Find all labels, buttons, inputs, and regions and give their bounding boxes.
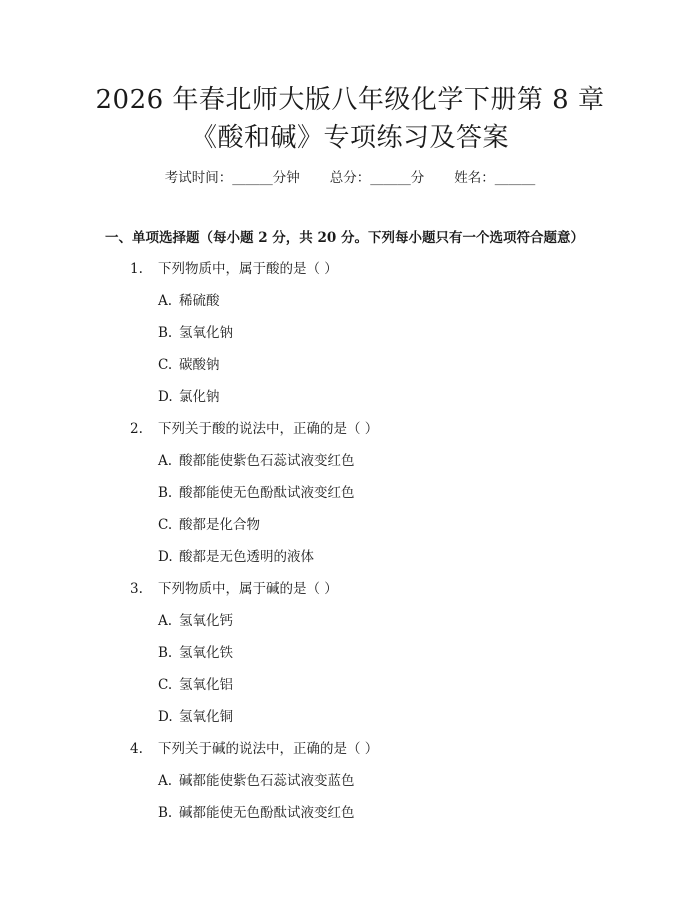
option-letter: D. [158, 389, 173, 405]
option-text: 酸都是化合物 [179, 517, 260, 533]
question-3-option-a [158, 612, 233, 630]
question-4-option-b [158, 804, 355, 822]
document-title-line-2: 《酸和碱》专项练习及答案 [190, 123, 509, 153]
question-number: 2. [130, 421, 143, 437]
document-title-line-1: 2026 年春北师大版八年级化学下册第 8 章 [95, 85, 605, 115]
option-text: 氢氧化钙 [179, 613, 233, 629]
option-letter: A. [158, 613, 173, 629]
option-text: 氯化钠 [179, 389, 220, 405]
option-text: 氢氧化钠 [179, 325, 233, 341]
student-name-field: 姓名：______ [454, 170, 536, 186]
question-text: 下列物质中，属于碱的是（ ） [158, 581, 338, 597]
option-text: 酸都是无色透明的液体 [179, 549, 314, 565]
option-text: 酸都能使紫色石蕊试液变红色 [179, 453, 355, 469]
question-3-option-d [158, 708, 233, 726]
question-3 [130, 580, 338, 598]
question-1 [130, 260, 338, 278]
option-letter: A. [158, 453, 173, 469]
option-letter: A. [158, 773, 173, 789]
question-text: 下列物质中，属于酸的是（ ） [158, 261, 338, 277]
question-2-option-c [158, 516, 260, 534]
question-1-option-c [158, 356, 220, 374]
option-letter: C. [158, 677, 173, 693]
option-text: 氢氧化铜 [179, 709, 233, 725]
question-2-option-d [158, 548, 314, 566]
question-text: 下列关于碱的说法中，正确的是（ ） [158, 741, 379, 757]
option-text: 碳酸钠 [179, 357, 220, 373]
option-text: 碱都能使无色酚酞试液变红色 [179, 805, 355, 821]
question-2-option-b [158, 484, 355, 502]
question-text: 下列关于酸的说法中，正确的是（ ） [158, 421, 379, 437]
question-3-option-b [158, 644, 233, 662]
option-text: 稀硫酸 [179, 293, 220, 309]
question-1-option-d [158, 388, 220, 406]
question-2 [130, 420, 378, 438]
total-score-field: 总分：______分 [329, 170, 425, 186]
question-2-option-a [158, 452, 355, 470]
option-text: 氢氧化铁 [179, 645, 233, 661]
option-letter: C. [158, 357, 173, 373]
exam-info-line [0, 169, 700, 187]
option-letter: C. [158, 517, 173, 533]
option-letter: B. [158, 325, 173, 341]
option-letter: B. [158, 645, 173, 661]
question-4 [130, 740, 378, 758]
question-number: 3. [130, 581, 143, 597]
option-letter: D. [158, 549, 173, 565]
option-text: 碱都能使紫色石蕊试液变蓝色 [179, 773, 355, 789]
option-letter: B. [158, 485, 173, 501]
option-letter: D. [158, 709, 173, 725]
question-number: 4. [130, 741, 143, 757]
question-1-option-b [158, 324, 233, 342]
option-text: 氢氧化铝 [179, 677, 233, 693]
exam-time-field: 考试时间：______分钟 [164, 170, 300, 186]
question-number: 1. [130, 261, 143, 277]
question-3-option-c [158, 676, 233, 694]
question-1-option-a [158, 292, 220, 310]
option-text: 酸都能使无色酚酞试液变红色 [179, 485, 355, 501]
question-4-option-a [158, 772, 355, 790]
section-title: 一、单项选择题（每小题 2 分，共 20 分。下列每小题只有一个选项符合题意） [105, 230, 584, 246]
option-letter: B. [158, 805, 173, 821]
option-letter: A. [158, 293, 173, 309]
